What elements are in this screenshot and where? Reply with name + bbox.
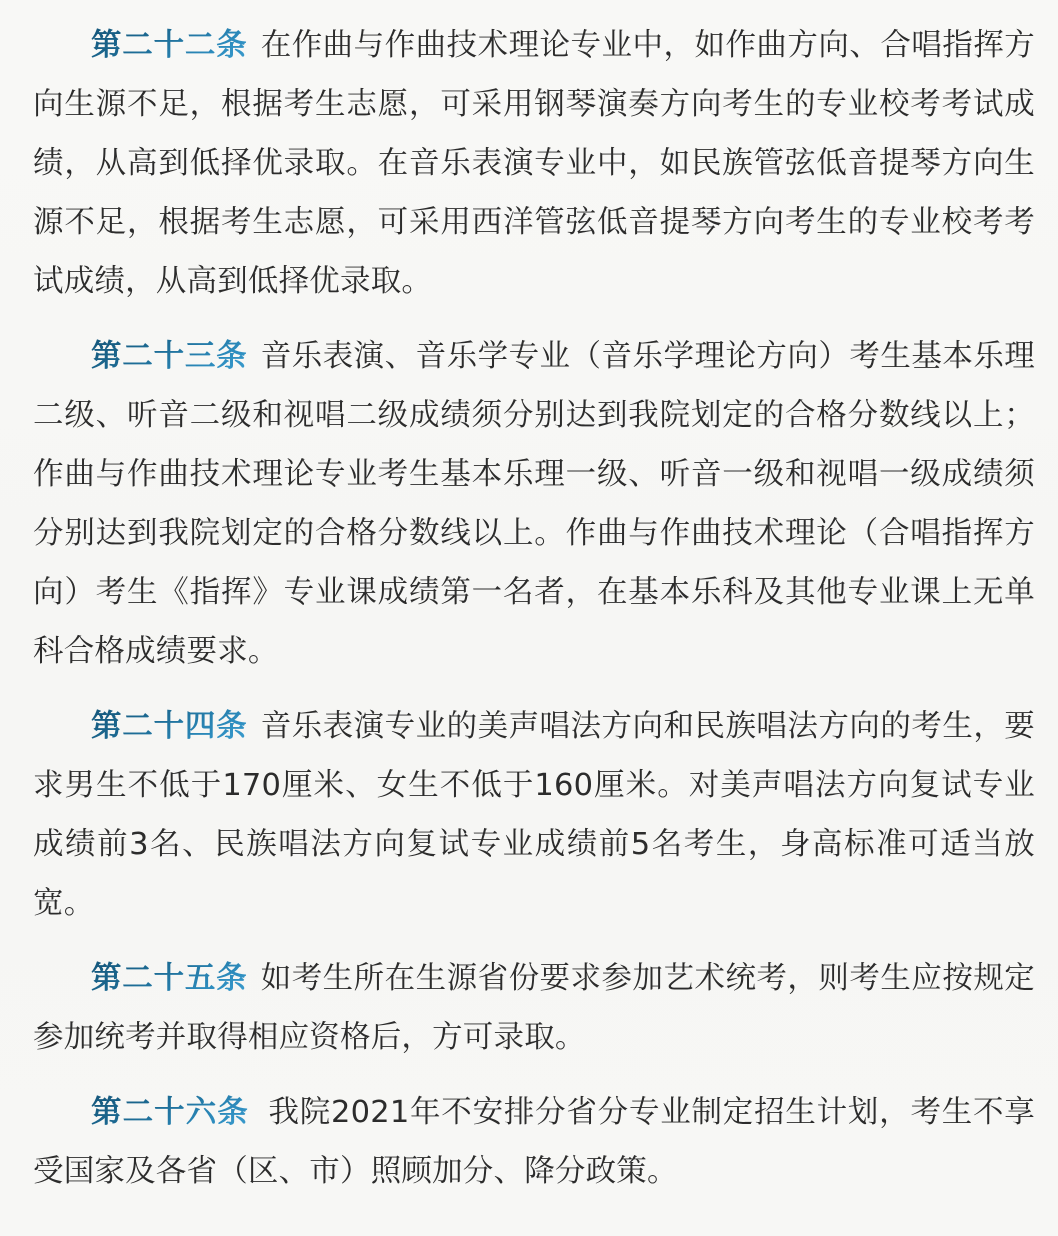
article-number-label: 第二十二条 [91, 28, 248, 63]
article-item [33, 697, 1035, 933]
article-number-label: 第二十六条 [91, 1095, 249, 1130]
article-number-label: 第二十五条 [91, 961, 248, 996]
article-item [33, 949, 1035, 1067]
article-list [33, 16, 1035, 1201]
article-item [33, 327, 1035, 681]
article-body-text: 音乐表演、音乐学专业（音乐学理论方向）考生基本乐理二级、听音二级和视唱二级成绩须分别达到我院划定的合格分数线以上；作曲与作曲技术理论专业考生基本乐理一级、听音一级和视唱一级成绩须分别达到我院划定的合格分数线以上。作曲与作曲技术理论（合唱指挥方向）考生《指挥》专业课成绩第一名者，在基本乐科及其他专业课上无单科合格成绩要求。 [33, 339, 1036, 669]
article-body-text: 如考生所在生源省份要求参加艺术统考，则考生应按规定参加统考并取得相应资格后，方可录取。 [33, 961, 1036, 1055]
article-item [33, 1083, 1035, 1201]
article-body-text: 我院2021年不安排分省分专业制定招生计划，考生不享受国家及各省（区、市）照顾加分、降分政策。 [33, 1095, 1035, 1189]
article-body-text: 在作曲与作曲技术理论专业中，如作曲方向、合唱指挥方向生源不足，根据考生志愿，可采用钢琴演奏方向考生的专业校考考试成绩，从高到低择优录取。在音乐表演专业中，如民族管弦低音提琴方向生源不足，根据考生志愿，可采用西洋管弦低音提琴方向考生的专业校考考试成绩，从高到低择优录取。 [33, 28, 1036, 299]
article-number-label: 第二十三条 [91, 339, 248, 374]
article-body-text: 音乐表演专业的美声唱法方向和民族唱法方向的考生，要求男生不低于170厘米、女生不低于160厘米。对美声唱法方向复试专业成绩前3名、民族唱法方向复试专业成绩前5名考生，身高标准可适当放宽。 [33, 709, 1036, 921]
article-item [33, 16, 1035, 311]
article-number-label: 第二十四条 [91, 709, 248, 744]
